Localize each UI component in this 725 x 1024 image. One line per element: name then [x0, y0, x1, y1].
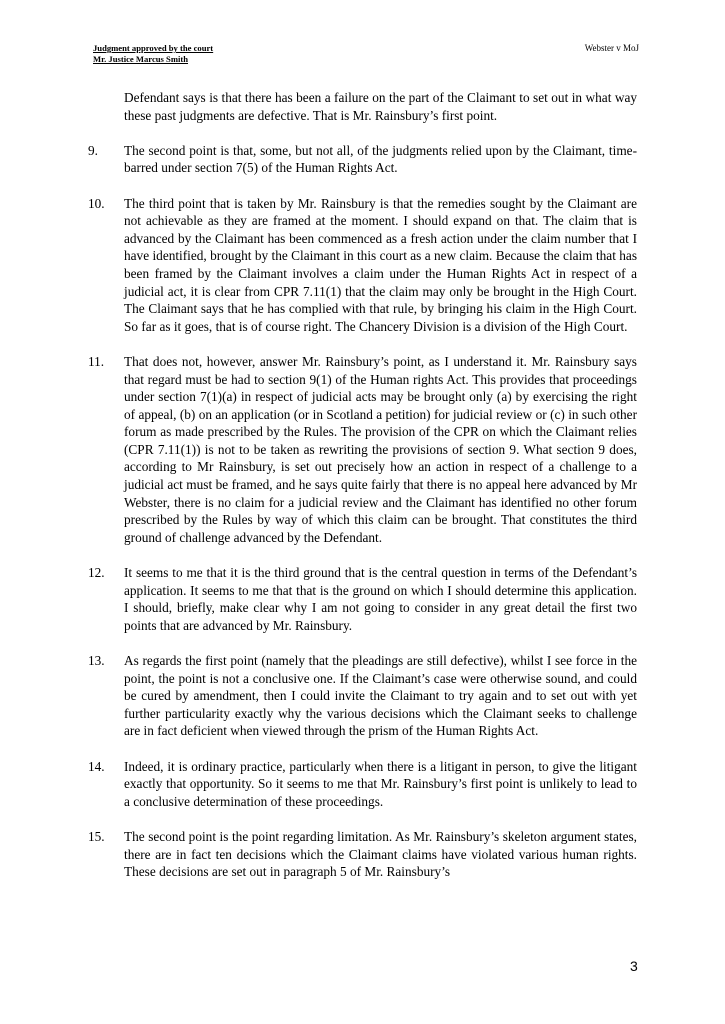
paragraph-13: [88, 652, 637, 740]
paragraph-text: The third point that is taken by Mr. Rainsbury is that the remedies sought by the Claimant are not achievable as they are framed at the moment. I should expand on that. The claim that is advanced by the Claimant has been commenced as a fresh action under the claim number that I have identified, brought by the Claimant in this court as a new claim. Because the claim that has been framed by the Claimant involves a claim under the Human Rights Act in respect of a judicial act, it is clear from CPR 7.11(1) that the claim may only be brought in the High Court. The Claimant says that he has complied with that rule, by bringing his claim in the High Court. So far as it goes, that is of course right. The Chancery Division is a division of the High Court.: [124, 195, 637, 334]
page-number: 3: [630, 958, 638, 974]
paragraph-number: 15.: [88, 828, 105, 844]
paragraph-12: [88, 564, 637, 634]
paragraph-number: 11.: [88, 353, 105, 369]
paragraph-text: It seems to me that it is the third ground that is the central question in terms of the Defendant’s application. It seems to me that that is the ground on which I should determine this application. I should, briefly, make clear why I am not going to consider in any great detail the first two points that are advanced by Mr. Rainsbury.: [124, 565, 637, 633]
paragraph-11: [88, 353, 637, 547]
paragraph-number: 12.: [88, 565, 105, 581]
paragraph-text: The second point is the point regarding limitation. As Mr. Rainsbury’s skeleton argument states, there are in fact ten decisions which the Claimant claims have violated various human rights. These decisions are set out in paragraph 5 of Mr. Rainsbury’s: [124, 828, 637, 880]
paragraph-text: Defendant says is that there has been a failure on the part of the Claimant to set out in what way these past judgments are defective. That is Mr. Rainsbury’s first point.: [124, 90, 637, 123]
paragraph-number: 13.: [88, 653, 105, 668]
paragraph-text: Indeed, it is ordinary practice, particularly when there is a litigant in person, to give the litigant exactly that opportunity. So it seems to me that Mr. Rainsbury’s first point is unlikely to lead to a conclusive determination of these proceedings.: [124, 758, 637, 809]
header-judgment-line: Judgment approved by the court: [93, 43, 214, 53]
header-case-name: Webster v MoJ: [584, 43, 639, 53]
paragraph-15: [88, 828, 637, 881]
paragraph-14: [88, 758, 637, 811]
page-header: [93, 43, 639, 65]
paragraph-continuation: [88, 89, 637, 124]
paragraph-number: 14.: [88, 758, 105, 774]
paragraph-number: 9.: [88, 142, 98, 158]
paragraph-text: As regards the first point (namely that the pleadings are still defective), whilst I see force in the point, the point is not a conclusive one. If the Claimant’s case were otherwise sound, and could be cured by amendment, then I could invite the Claimant to try again and to set out with yet further particularity exactly why the various decisions which the Claimant seeks to challenge are in fact deficient when viewed through the prism of the Human Rights Act.: [124, 653, 637, 739]
paragraph-9: [88, 142, 637, 177]
paragraph-10: [88, 195, 637, 336]
paragraph-number: 10.: [88, 195, 105, 211]
header-judge-name: Mr. Justice Marcus Smith: [93, 54, 189, 64]
paragraph-text: The second point is that, some, but not all, of the judgments relied upon by the Claimant, time-barred under section 7(5) of the Human Rights Act.: [124, 142, 637, 176]
paragraph-text: That does not, however, answer Mr. Rainsbury’s point, as I understand it. Mr. Rainsbury says that regard must be had to section 9(1) of the Human rights Act. This provides that proceedings under section 7(1)(a) in respect of judicial acts may be brought only (a) by exercising the right of appeal, (b) on an application (or in Scotland a petition) for judicial review or (c) in such other forum as made prescribed by the Rules. The provision of the CPR on which the Claimant relies (CPR 7.11(1)) is not to be taken as rewriting the provisions of section 9. What section 9 does, according to Mr Rainsbury, is set out precisely how an action in respect of a challenge to a judicial act must be framed, and he says quite fairly that there is no appeal here advanced by Mr Webster, there is no claim for a judicial review and the Claimant has identified no other forum prescribed by the Rules by way of which this claim can be brought. That constitutes the third ground of challenge advanced by the Defendant.: [124, 353, 637, 545]
judgment-body: [88, 89, 637, 898]
